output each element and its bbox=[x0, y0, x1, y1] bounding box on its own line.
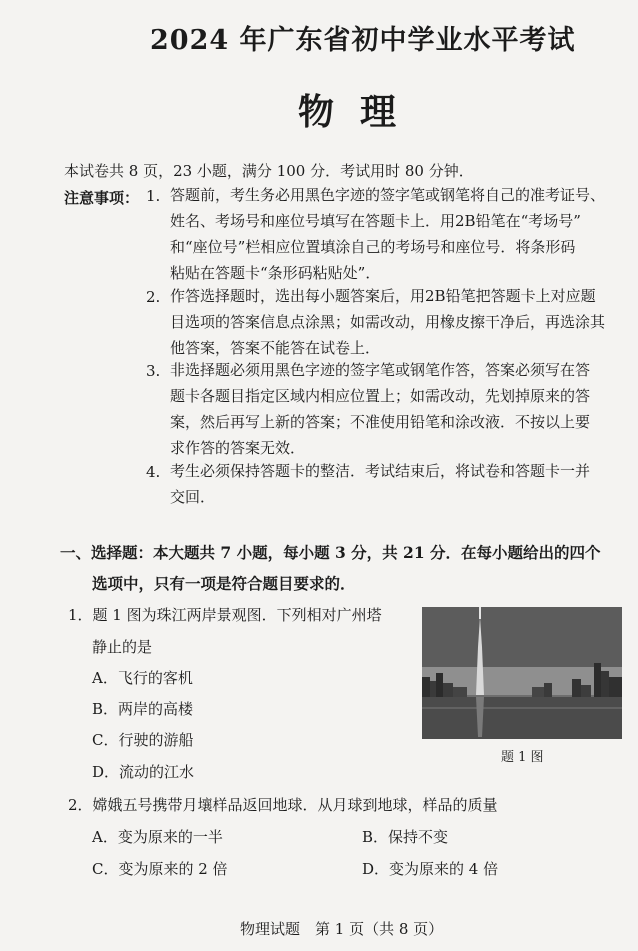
option-d: D．变为原来的 4 倍 bbox=[362, 860, 499, 878]
option-d: D．流动的江水 bbox=[92, 763, 195, 781]
note-number: 2. bbox=[146, 288, 161, 306]
note-line: 案，然后再写上新的答案；不准使用铅笔和涂改液．不按以上要 bbox=[170, 413, 591, 431]
page-footer: 物理试题 第 1 页（共 8 页） bbox=[240, 920, 444, 938]
note-line: 交回． bbox=[170, 488, 216, 506]
option-b: B．保持不变 bbox=[362, 828, 449, 846]
note-line: 他答案，答案不能答在试卷上． bbox=[170, 339, 381, 357]
section-heading: 一、选择题：本大题共 7 小题，每小题 3 分，共 21 分．在每小题给出的四个 bbox=[60, 543, 601, 562]
note-line: 考生必须保持答题卡的整洁．考试结束后，将试卷和答题卡一并 bbox=[170, 462, 591, 480]
note-line: 粘贴在答题卡“条形码粘贴处”． bbox=[170, 264, 381, 282]
figure-1-photo bbox=[422, 607, 622, 739]
section-heading: 选项中，只有一项是符合题目要求的． bbox=[92, 574, 356, 593]
exam-title: 2024 年广东省初中学业水平考试 bbox=[150, 25, 576, 56]
note-1 bbox=[170, 182, 605, 286]
note-3 bbox=[170, 357, 590, 461]
note-line: 求作答的答案无效． bbox=[170, 439, 306, 457]
note-line: 姓名、考场号和座位号填写在答题卡上．用2B铅笔在“考场号” bbox=[170, 212, 581, 230]
note-line: 作答选择题时，选出每小题答案后，用2B铅笔把答题卡上对应题 bbox=[170, 287, 596, 305]
note-line: 题卡各题目指定区域内相应位置上；如需改动，先划掉原来的答 bbox=[170, 387, 591, 405]
option-c: C．变为原来的 2 倍 bbox=[92, 860, 228, 878]
figure-1-caption: 题 1 图 bbox=[501, 750, 544, 765]
option-a: A．飞行的客机 bbox=[92, 669, 193, 687]
intro-text: 本试卷共 8 页，23 小题，满分 100 分．考试用时 80 分钟． bbox=[64, 162, 474, 180]
note-number: 1. bbox=[146, 187, 161, 205]
option-b: B．两岸的高楼 bbox=[92, 700, 194, 718]
note-line: 和“座位号”栏相应位置填涂自己的考场号和座位号．将条形码 bbox=[170, 238, 576, 256]
question-2-stem: 2．嫦娥五号携带月壤样品返回地球．从月球到地球，样品的质量 bbox=[68, 796, 498, 814]
subject-title: 物理 bbox=[298, 91, 423, 133]
notes-label: 注意事项： bbox=[64, 189, 140, 207]
note-line: 非选择题必须用黑色字迹的签字笔或钢笔作答，答案必须写在答 bbox=[170, 361, 591, 379]
note-line: 目选项的答案信息点涂黑；如需改动，用橡皮擦干净后，再选涂其 bbox=[170, 313, 606, 331]
question-1-stem: 静止的是 bbox=[92, 638, 153, 656]
option-c: C．行驶的游船 bbox=[92, 731, 194, 749]
note-number: 3. bbox=[146, 362, 161, 380]
note-2 bbox=[170, 283, 605, 361]
note-number: 4. bbox=[146, 463, 161, 481]
note-line: 答题前，考生务必用黑色字迹的签字笔或钢笔将自己的准考证号、 bbox=[170, 186, 606, 204]
note-4 bbox=[170, 458, 590, 510]
question-1-stem: 1．题 1 图为珠江两岸景观图．下列相对广州塔 bbox=[68, 606, 382, 624]
option-a: A．变为原来的一半 bbox=[92, 828, 223, 846]
